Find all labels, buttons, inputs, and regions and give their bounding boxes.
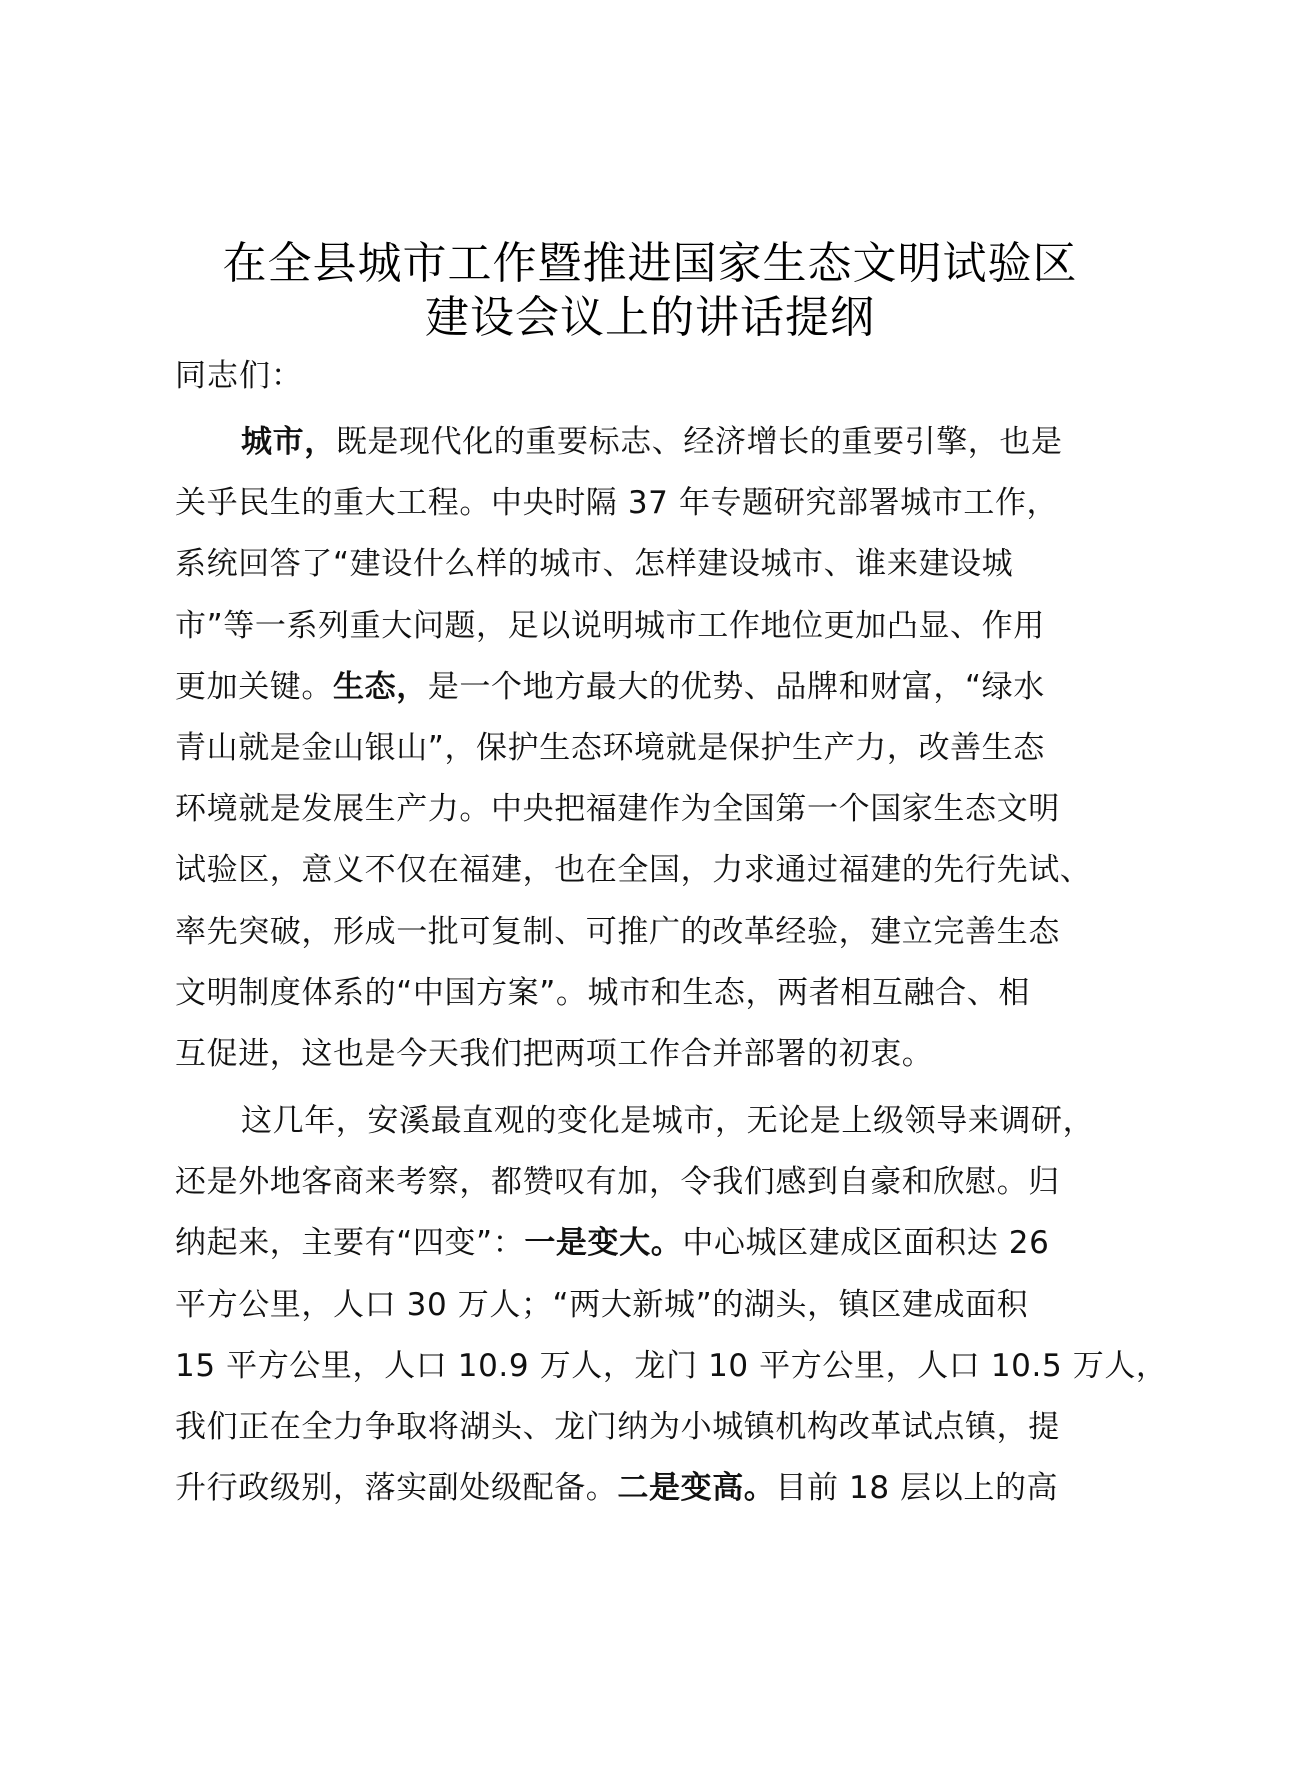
bold-keyword: 生态， xyxy=(333,668,428,705)
line-text: 是一个地方最大的优势、品牌和财富，“绿水 xyxy=(427,668,1045,705)
salutation: 同志们： xyxy=(175,358,303,394)
paragraph-line: 青山就是金山银山”，保护生态环境就是保护生产力，改善生态 xyxy=(175,729,1045,766)
paragraph-line: 环境就是发展生产力。中央把福建作为全国第一个国家生态文明 xyxy=(175,791,1060,828)
document-title-line-2: 建设会议上的讲话提纲 xyxy=(425,292,875,343)
paragraph-line: 率先突破，形成一批可复制、可推广的改革经验，建立完善生态 xyxy=(175,913,1060,950)
paragraph-2 xyxy=(175,1091,1168,1519)
line-text-before: 升行政级别，落实副处级配备。 xyxy=(175,1470,618,1507)
paragraph-line: 我们正在全力争取将湖头、龙门纳为小城镇机构改革试点镇，提 xyxy=(175,1408,1060,1445)
paragraph-line: 还是外地客商来考察，都赞叹有加，令我们感到自豪和欣慰。归 xyxy=(175,1164,1060,1201)
paragraph-line: 平方公里，人口 30 万人；“两大新城”的湖头，镇区建成面积 xyxy=(175,1286,1029,1323)
bold-keyword: 一是变大。 xyxy=(524,1225,683,1262)
line-text: 既是现代化的重要标志、经济增长的重要引擎，也是 xyxy=(335,424,1063,460)
paragraph-line: 文明制度体系的“中国方案”。城市和生态，两者相互融合、相 xyxy=(175,974,1030,1011)
paragraph-line xyxy=(175,657,1135,718)
line-text-before: 更加关键。 xyxy=(175,668,333,705)
line-text-before: 纳起来，主要有“四变”： xyxy=(175,1225,525,1262)
document-title-line-1: 在全县城市工作暨推进国家生态文明试验区 xyxy=(222,238,1078,289)
line-text: 中心城区建成区面积达 26 xyxy=(682,1225,1050,1262)
paragraph-line xyxy=(175,412,1135,473)
paragraph-line: 系统回答了“建设什么样的城市、怎样建设城市、谁来建设城 xyxy=(175,546,1014,583)
paragraph-line xyxy=(175,1213,1135,1274)
bold-keyword: 二是变高。 xyxy=(617,1470,776,1507)
paragraph-line: 试验区，意义不仅在福建，也在全国，力求通过福建的先行先试、 xyxy=(175,852,1092,889)
line-text: 目前 18 层以上的高 xyxy=(775,1470,1059,1507)
bold-keyword: 城市， xyxy=(241,424,336,460)
paragraph-line: 市”等一系列重大问题，足以说明城市工作地位更加凸显、作用 xyxy=(175,607,1045,644)
paragraph-line: 这几年，安溪最直观的变化是城市，无论是上级领导来调研， xyxy=(241,1103,1095,1139)
paragraph-line: 15 平方公里，人口 10.9 万人，龙门 10 平方公里，人口 10.5 万人， xyxy=(175,1347,1168,1384)
paragraph-line xyxy=(175,1458,1135,1519)
paragraph-1 xyxy=(175,412,1135,1085)
paragraph-line: 关乎民生的重大工程。中央时隔 37 年专题研究部署城市工作， xyxy=(175,485,1059,522)
paragraph-line: 互促进，这也是今天我们把两项工作合并部署的初衷。 xyxy=(175,1035,934,1072)
